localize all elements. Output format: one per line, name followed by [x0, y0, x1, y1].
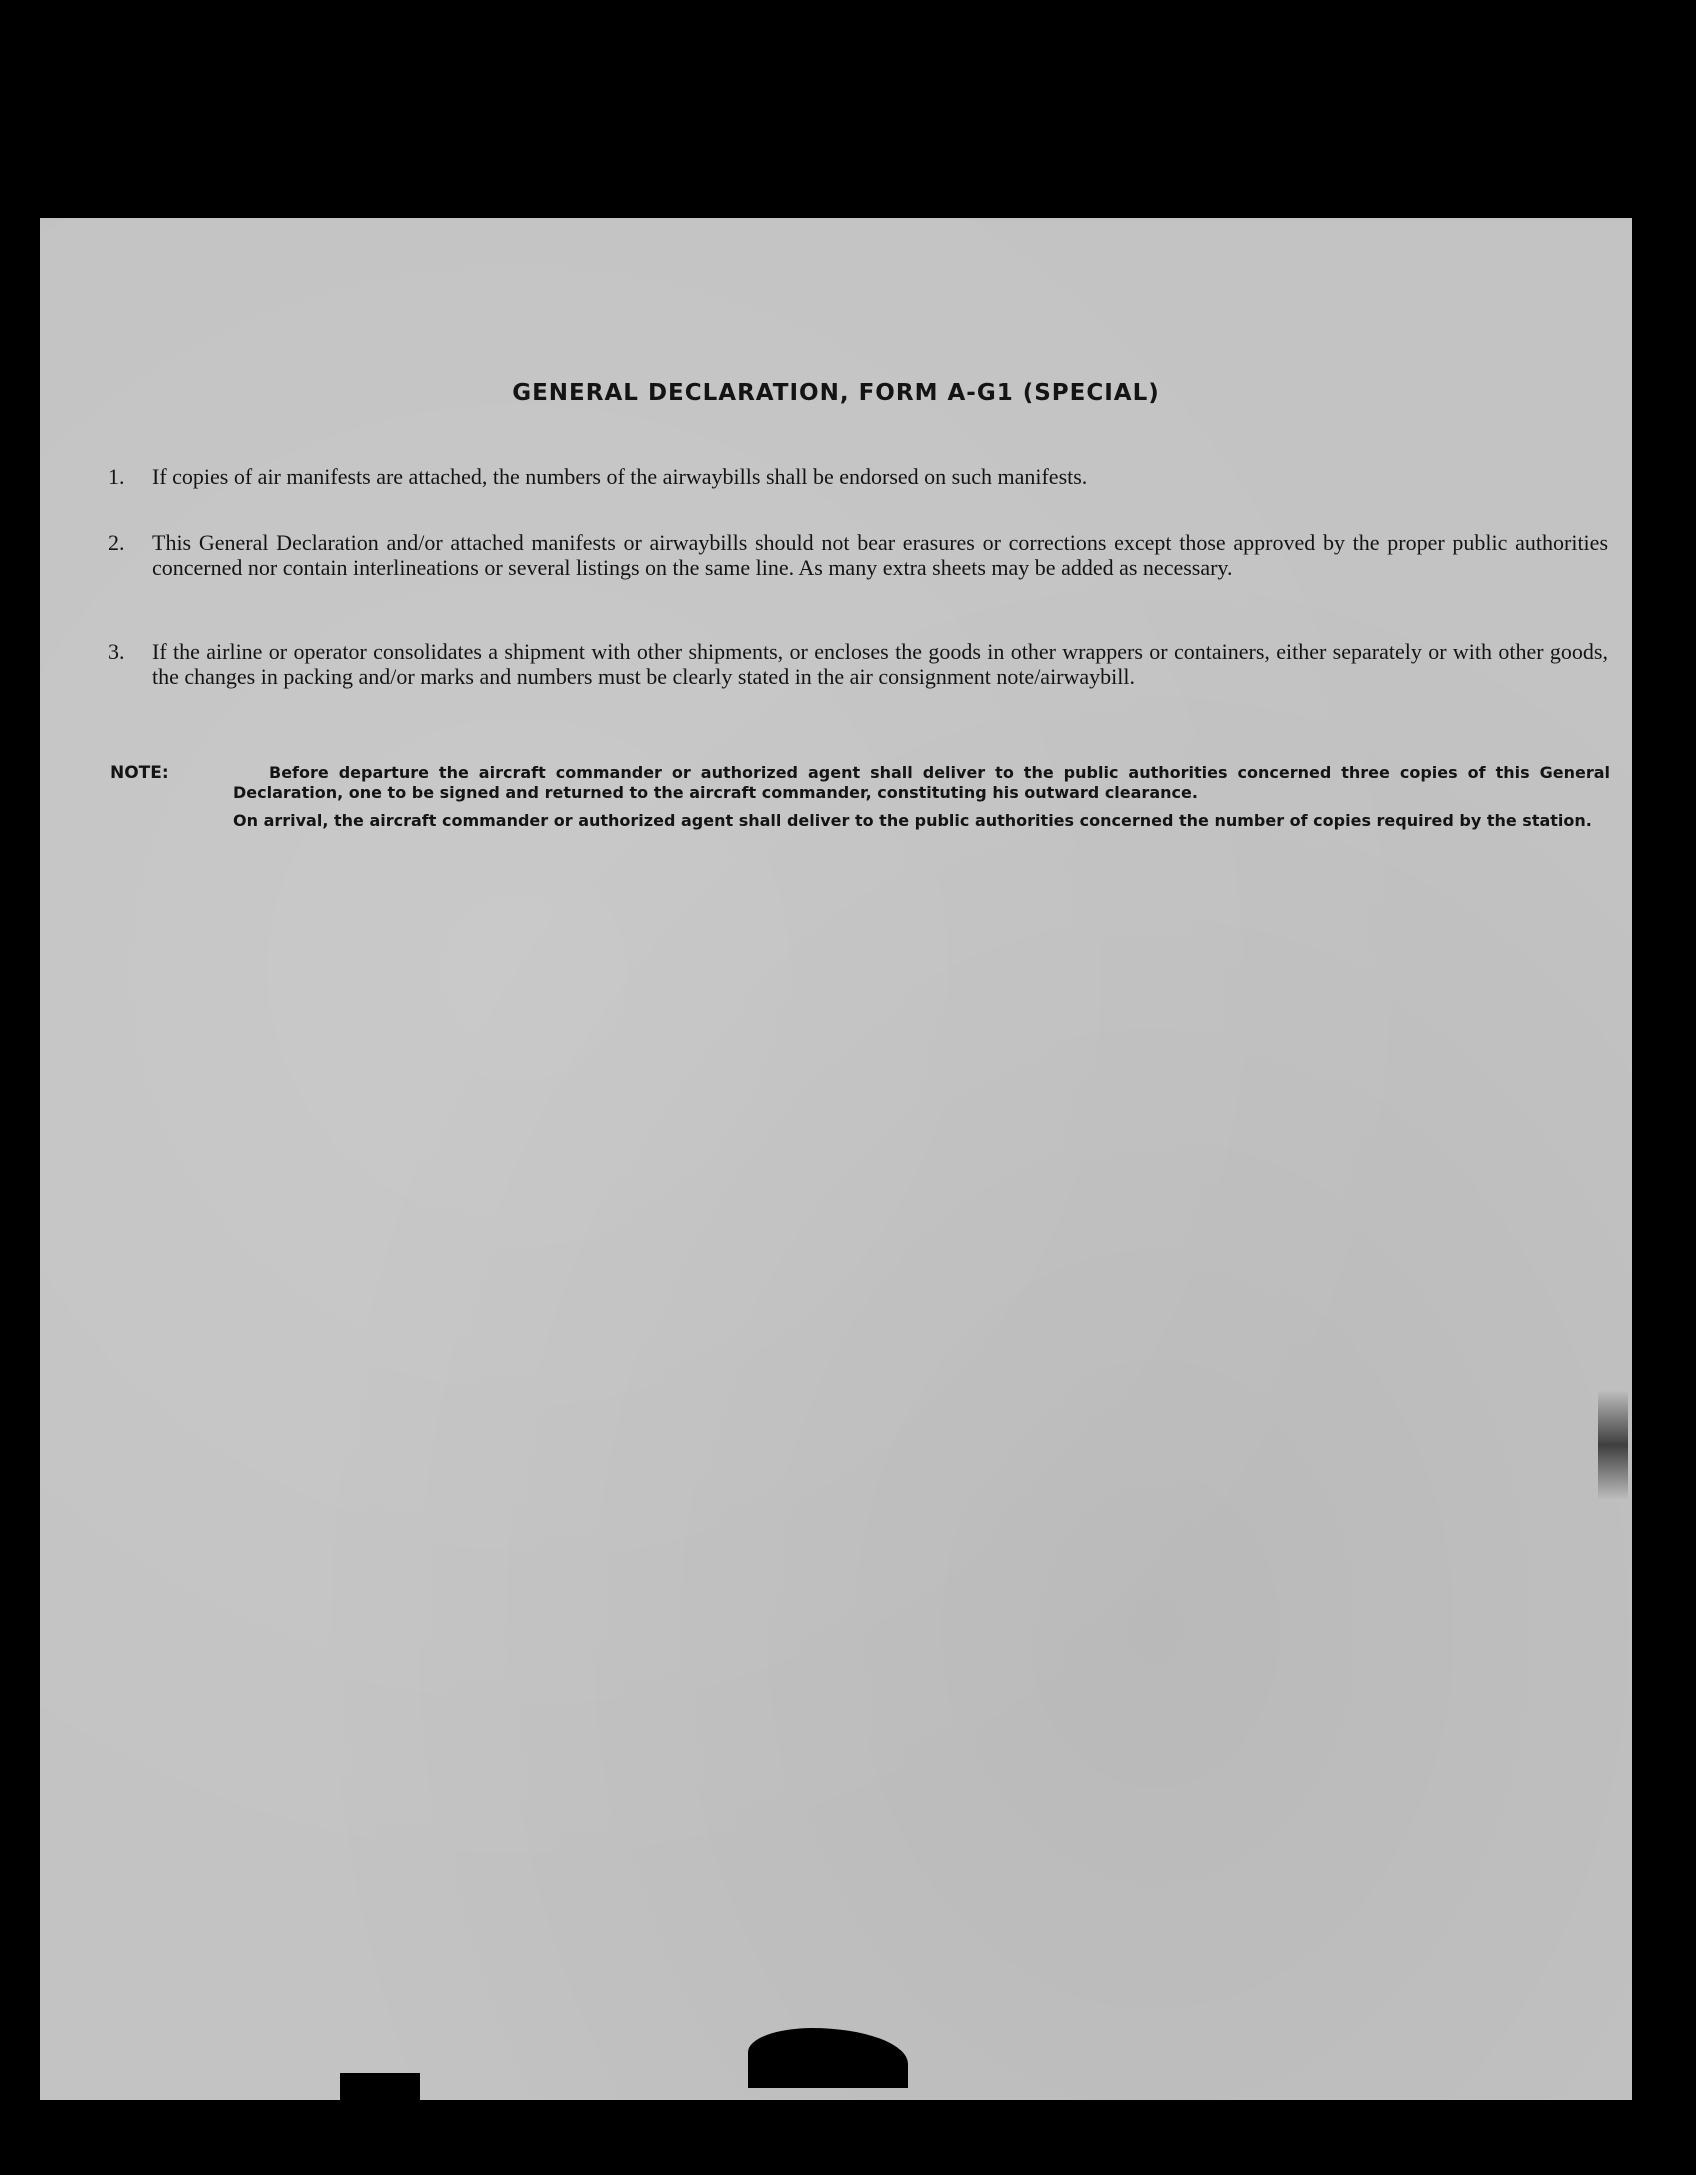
item-number: 1. [108, 464, 125, 489]
item-number: 3. [108, 639, 125, 664]
item-text: If copies of air manifests are attached, the numbers of the airwaybills shall be endorsed on such manifests. [152, 464, 1088, 489]
note-section [110, 763, 1610, 831]
instruction-item-3 [108, 639, 1608, 689]
instruction-item-2 [108, 530, 1608, 580]
item-text: If the airline or operator consolidates a shipment with other shipments, or encloses the goods in other wrappers or containers, either separately or with other goods, the changes in packing and/or marks and numbers must be clearly stated in the air consignment note/airwaybill. [152, 639, 1608, 689]
item-text: This General Declaration and/or attached manifests or airwaybills should not bear erasures or corrections except those approved by the proper public authorities concerned nor contain interlineations or several listings on the same line. As many extra sheets may be added as necessary. [152, 530, 1608, 580]
note-paragraph-arrival: On arrival, the aircraft commander or authorized agent shall deliver to the public authorities concerned the number of copies required by the station. [233, 811, 1592, 830]
note-paragraph-departure: Before departure the aircraft commander or authorized agent shall deliver to the public authorities concerned three copies of this General Declaration, one to be signed and returned to the aircraft commander, constituting his outward clearance. [233, 763, 1610, 802]
note-label: NOTE: [110, 763, 169, 783]
paper-edge-damage [1598, 1390, 1628, 1500]
document-page [40, 218, 1632, 2100]
paper-tear [340, 2073, 420, 2103]
form-title: GENERAL DECLARATION, FORM A-G1 (SPECIAL) [512, 380, 1160, 406]
item-number: 2. [108, 530, 125, 555]
instruction-item-1 [108, 464, 1608, 489]
